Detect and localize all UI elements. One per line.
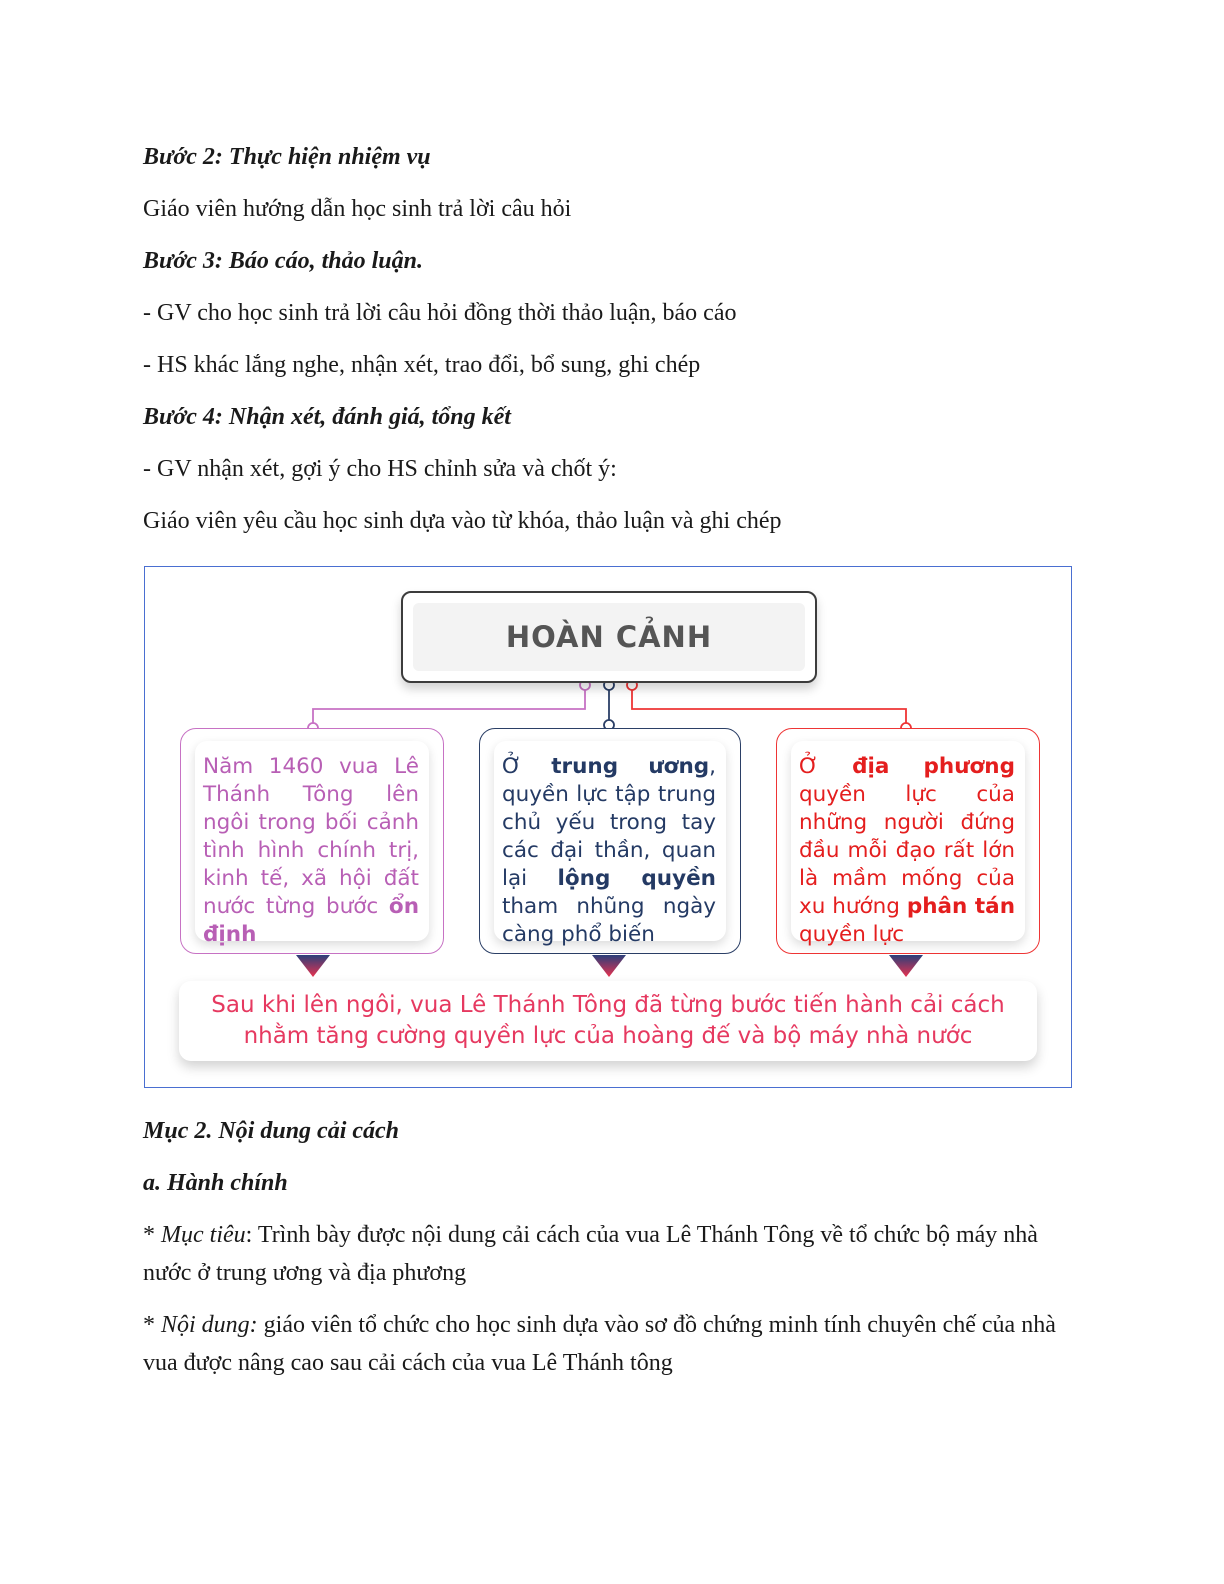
diagram-title-box bbox=[401, 591, 817, 683]
connector-left bbox=[313, 685, 585, 728]
card-local-bold1: địa phương bbox=[852, 754, 1015, 779]
connector-right bbox=[632, 685, 906, 728]
card-context-bold: ổn định bbox=[203, 894, 419, 947]
card-central bbox=[479, 728, 741, 954]
card-local-text bbox=[791, 741, 1025, 947]
card-local-part1: Ở bbox=[799, 754, 853, 779]
step2-body: Giáo viên hướng dẫn học sinh trả lời câu hỏi bbox=[143, 196, 572, 222]
summary-line2: nhằm tăng cường quyền lực của hoàng đế và bộ máy nhà nước bbox=[243, 1023, 973, 1049]
card-central-bold1: trung ương bbox=[551, 754, 710, 779]
card-local bbox=[776, 728, 1040, 954]
diagram-title: HOÀN CẢNH bbox=[413, 603, 805, 671]
subsection-a-heading: a. Hành chính bbox=[143, 1170, 288, 1196]
step2-heading: Bước 2: Thực hiện nhiệm vụ bbox=[143, 144, 431, 170]
card-central-text bbox=[494, 741, 726, 947]
section2-heading: Mục 2. Nội dung cải cách bbox=[143, 1118, 400, 1144]
card-central-part2: , quyền lực tập trung chủ yếu trong tay các đại thần, quan lại bbox=[502, 754, 716, 891]
card-context bbox=[180, 728, 444, 954]
card-context-normal: Năm 1460 vua Lê Thánh Tông lên ngôi trong bối cảnh tình hình chính trị, kinh tế, xã hội đất nước từng bước bbox=[203, 754, 419, 919]
hoan-canh-diagram bbox=[144, 566, 1072, 1088]
content-paragraph bbox=[143, 1306, 1083, 1382]
step4-line2: Giáo viên yêu cầu học sinh dựa vào từ khóa, thảo luận và ghi chép bbox=[143, 508, 782, 534]
step4-heading: Bước 4: Nhận xét, đánh giá, tổng kết bbox=[143, 404, 511, 430]
card-local-bold2: phân tán bbox=[906, 894, 1015, 919]
content-bullet: * bbox=[143, 1312, 161, 1338]
document-body bbox=[143, 138, 1083, 554]
document-body-continued bbox=[143, 1112, 1083, 1396]
summary-line1: Sau khi lên ngôi, vua Lê Thánh Tông đã từng bước tiến hành cải cách bbox=[211, 992, 1005, 1018]
card-context-text bbox=[195, 741, 429, 947]
step4-line1: - GV nhận xét, gợi ý cho HS chỉnh sửa và chốt ý: bbox=[143, 456, 617, 482]
card-local-part2: quyền lực của những người đứng đầu mỗi đạo rất lớn là mầm mống của xu hướng bbox=[799, 782, 1015, 919]
content-text: giáo viên tổ chức cho học sinh dựa vào sơ đồ chứng minh tính chuyên chế của nhà vua được nâng cao sau cải cách của vua Lê Thánh tông bbox=[143, 1312, 1056, 1376]
arrow-down-icon bbox=[592, 955, 626, 977]
card-local-part3: quyền lực bbox=[799, 922, 905, 947]
step3-line1: - GV cho học sinh trả lời câu hỏi đồng thời thảo luận, báo cáo bbox=[143, 300, 737, 326]
arrow-down-icon bbox=[296, 955, 330, 977]
card-central-bold2: lộng quyền bbox=[557, 866, 716, 891]
objective-text: : Trình bày được nội dung cải cách của vua Lê Thánh Tông về tổ chức bộ máy nhà nước ở trung ương và địa phương bbox=[143, 1222, 1038, 1286]
card-central-part3: tham nhũng ngày càng phổ biến bbox=[502, 894, 716, 947]
step3-line2: - HS khác lắng nghe, nhận xét, trao đổi, bổ sung, ghi chép bbox=[143, 352, 701, 378]
card-central-part1: Ở bbox=[502, 754, 552, 779]
content-label: Nội dung: bbox=[161, 1312, 258, 1338]
step3-heading: Bước 3: Báo cáo, thảo luận. bbox=[143, 248, 423, 274]
arrow-down-icon bbox=[889, 955, 923, 977]
objective-label: Mục tiêu bbox=[161, 1222, 246, 1248]
summary-box bbox=[179, 981, 1037, 1061]
objective-paragraph bbox=[143, 1216, 1083, 1292]
objective-bullet: * bbox=[143, 1222, 161, 1248]
